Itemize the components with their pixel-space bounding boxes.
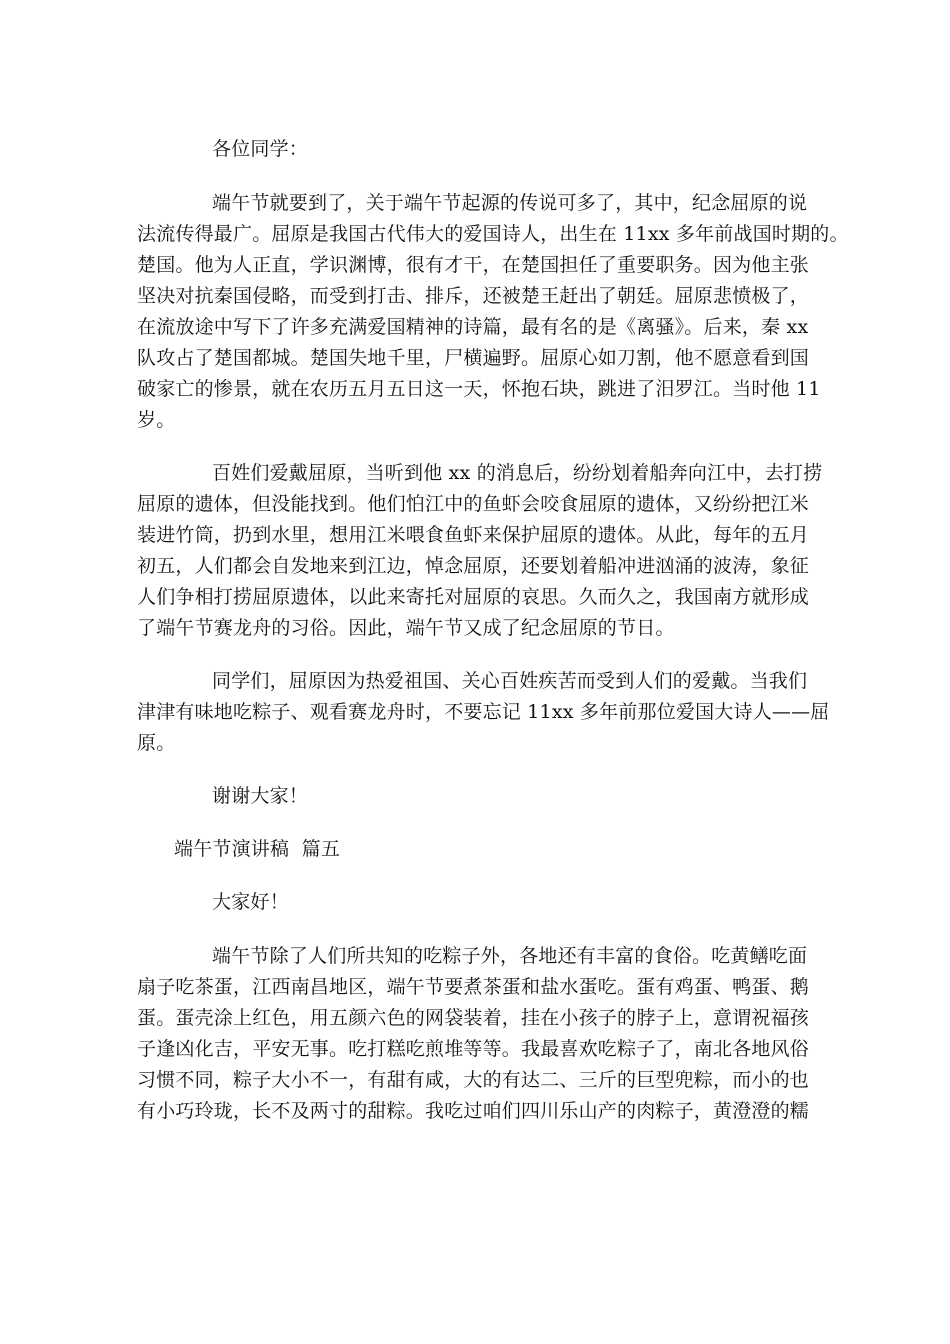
- paragraph-line: 百姓们爱戴屈原，当听到他 xx 的消息后，纷纷划着船奔向江中，去打捞: [212, 462, 823, 484]
- paragraph-line: 端午节除了人们所共知的吃粽子外，各地还有丰富的食俗。吃黄鳝吃面: [212, 945, 808, 967]
- section-title: 端午节演讲稿 篇五: [174, 838, 341, 860]
- greeting-all: 大家好！: [212, 891, 289, 913]
- paragraph-line: 在流放途中写下了许多充满爱国精神的诗篇，最有名的是《离骚》。后来，秦 xx: [137, 316, 809, 338]
- paragraph-line: 有小巧玲珑，长不及两寸的甜粽。我吃过咱们四川乐山产的肉粽子，黄澄澄的糯: [137, 1100, 810, 1122]
- paragraph-line: 蛋。蛋壳涂上红色，用五颜六色的网袋装着，挂在小孩子的脖子上，意谓祝福孩: [137, 1007, 810, 1029]
- paragraph-line: 楚国。他为人正直，学识渊博，很有才干，在楚国担任了重要职务。因为他主张: [137, 254, 810, 276]
- paragraph-line: 坚决对抗秦国侵略，而受到打击、排斥，还被楚王赶出了朝廷。屈原悲愤极了，: [137, 285, 810, 307]
- paragraph-line: 人们争相打捞屈原遗体，以此来寄托对屈原的哀思。久而久之，我国南方就形成: [137, 586, 810, 608]
- paragraph-line: 了端午节赛龙舟的习俗。因此，端午节又成了纪念屈原的节日。: [137, 617, 675, 639]
- paragraph-line: 原。: [137, 732, 176, 754]
- paragraph-line: 端午节就要到了，关于端午节起源的传说可多了，其中，纪念屈原的说: [212, 192, 808, 214]
- paragraph-line: 同学们，屈原因为热爱祖国、关心百姓疾苦而受到人们的爱戴。当我们: [212, 670, 808, 692]
- paragraph-line: 法流传得最广。屈原是我国古代伟大的爱国诗人，出生在 11xx 多年前战国时期的。: [137, 223, 849, 245]
- thanks-line: 谢谢大家！: [212, 785, 309, 807]
- paragraph-line: 装进竹筒，扔到水里，想用江米喂食鱼虾来保护屈原的遗体。从此，每年的五月: [137, 524, 810, 546]
- paragraph-line: 初五，人们都会自发地来到江边，悼念屈原，还要划着船冲进汹涌的波涛，象征: [137, 555, 810, 577]
- paragraph-line: 津津有味地吃粽子、观看赛龙舟时，不要忘记 11xx 多年前那位爱国大诗人——屈: [137, 701, 830, 723]
- greeting-students: 各位同学：: [212, 138, 309, 160]
- paragraph-line: 破家亡的惨景，就在农历五月五日这一天，怀抱石块，跳进了汨罗江。当时他 11: [137, 378, 821, 400]
- paragraph-line: 扇子吃茶蛋，江西南昌地区，端午节要煮茶蛋和盐水蛋吃。蛋有鸡蛋、鸭蛋、鹅: [137, 976, 810, 998]
- paragraph-line: 习惯不同，粽子大小不一，有甜有咸，大的有达二、三斤的巨型兜粽，而小的也: [137, 1069, 810, 1091]
- paragraph-line: 岁。: [137, 409, 176, 431]
- paragraph-line: 队攻占了楚国都城。楚国失地千里，尸横遍野。屈原心如刀割，他不愿意看到国: [137, 347, 810, 369]
- paragraph-line: 子逢凶化吉，平安无事。吃打糕吃煎堆等等。我最喜欢吃粽子了，南北各地风俗: [137, 1038, 810, 1060]
- paragraph-line: 屈原的遗体，但没能找到。他们怕江中的鱼虾会咬食屈原的遗体，又纷纷把江米: [137, 493, 810, 515]
